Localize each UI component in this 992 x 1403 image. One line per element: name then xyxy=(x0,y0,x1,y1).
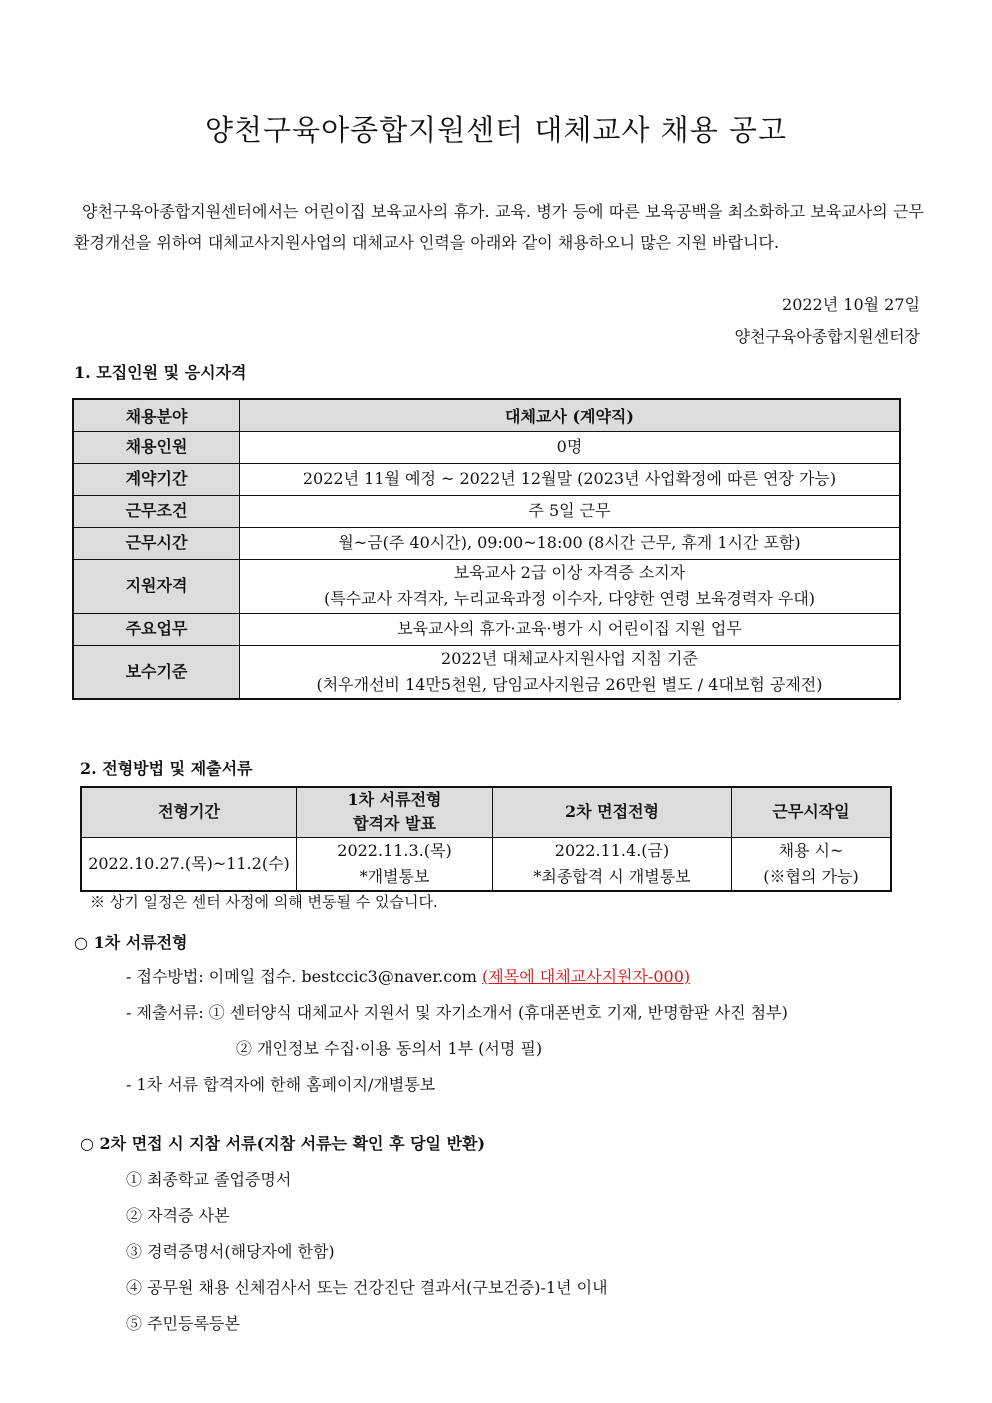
table-header-row xyxy=(73,399,900,431)
header-period: 전형기간 xyxy=(81,787,297,837)
cell-line: 2022.11.3.(목) xyxy=(337,840,452,860)
receipt-method xyxy=(126,964,690,987)
table-row xyxy=(73,495,900,527)
row-label: 계약기간 xyxy=(73,463,240,495)
header-document xyxy=(297,787,493,837)
table-row xyxy=(73,431,900,463)
cell-start xyxy=(732,837,892,891)
row-value-line: (처우개선비 14만5천원, 담임교사지원금 26만원 별도 / 4대보험 공제전) xyxy=(316,674,823,694)
table-row xyxy=(73,559,900,613)
cell-line: *개별통보 xyxy=(359,866,430,886)
header-start: 근무시작일 xyxy=(732,787,892,837)
table-row xyxy=(73,613,900,645)
intro-paragraph: 양천구육아종합지원센터에서는 어린이집 보육교사의 휴가. 교육. 병가 등에 따른 보육공백을 최소화하고 보육교사의 근무환경개선을 위하여 대체교사지원사업의 대체교사 인력을 아래와 같이 채용하오니 많은 지원 바랍니다. xyxy=(74,202,924,252)
list-item: ④ 공무원 채용 신체검사서 또는 건강진단 결과서(구보건증)-1년 이내 xyxy=(126,1278,608,1297)
row-label: 보수기준 xyxy=(73,645,240,699)
row-value: 2022년 11월 예정 ~ 2022년 12월말 (2023년 사업확정에 따른 연장 가능) xyxy=(240,463,901,495)
list-item: ⑤ 주민등록등본 xyxy=(126,1314,240,1333)
section1-heading: 1. 모집인원 및 응시자격 xyxy=(74,363,247,382)
schedule-note: ※ 상기 일정은 센터 사정에 의해 변동될 수 있습니다. xyxy=(90,893,438,911)
email-subject-note: (제목에 대체교사지원자-000) xyxy=(482,967,691,986)
second-round-heading: ○ 2차 면접 시 지참 서류(지참 서류는 확인 후 당일 반환) xyxy=(80,1134,486,1153)
row-label: 주요업무 xyxy=(73,613,240,645)
receipt-method-text: - 접수방법: 이메일 접수. bestccic3@naver.com xyxy=(126,967,483,986)
page-title: 양천구육아종합지원센터 대체교사 채용 공고 xyxy=(205,113,787,147)
announcement-date: 2022년 10월 27일 xyxy=(782,295,920,314)
table-row xyxy=(73,645,900,699)
cell-line: 2022.11.4.(금) xyxy=(554,840,670,860)
row-value-line: 보육교사 2급 이상 자격증 소지자 xyxy=(453,563,686,582)
cell-period: 2022.10.27.(목)~11.2(수) xyxy=(81,837,297,891)
table-header-row xyxy=(81,787,891,837)
row-value: 주 5일 근무 xyxy=(240,495,901,527)
cell-line: (※협의 가능) xyxy=(763,866,859,886)
row-value xyxy=(240,559,901,613)
header-value: 대체교사 (계약직) xyxy=(240,399,901,431)
header-document-line: 합격자 발표 xyxy=(353,814,436,834)
row-value xyxy=(240,645,901,699)
header-document-line: 1차 서류전형 xyxy=(347,790,442,810)
table-row xyxy=(73,527,900,559)
schedule-table xyxy=(80,786,892,892)
row-value: 0명 xyxy=(240,431,901,463)
row-value: 월~금(주 40시간), 09:00~18:00 (8시간 근무, 휴게 1시간 포함) xyxy=(240,527,901,559)
submission-docs-1: - 제출서류: ① 센터양식 대체교사 지원서 및 자기소개서 (휴대폰번호 기재, 반명함판 사진 첨부) xyxy=(126,1003,788,1022)
row-value-line: 2022년 대체교사지원사업 지침 기준 xyxy=(441,648,698,668)
list-item: ③ 경력증명서(해당자에 한함) xyxy=(126,1242,335,1261)
table-row xyxy=(81,837,891,891)
recruitment-table xyxy=(72,398,901,700)
first-round-heading: ○ 1차 서류전형 xyxy=(74,933,188,952)
row-label: 근무조건 xyxy=(73,495,240,527)
signature: 양천구육아종합지원센터장 xyxy=(734,327,920,346)
cell-document xyxy=(297,837,493,891)
header-interview: 2차 면접전형 xyxy=(493,787,732,837)
list-item: ① 최종학교 졸업증명서 xyxy=(126,1170,292,1189)
submission-docs-2: ② 개인정보 수집·이용 동의서 1부 (서명 필) xyxy=(236,1039,543,1058)
pass-notification: - 1차 서류 합격자에 한해 홈페이지/개별통보 xyxy=(126,1075,436,1094)
header-label: 채용분야 xyxy=(73,399,240,431)
row-label: 근무시간 xyxy=(73,527,240,559)
row-label: 채용인원 xyxy=(73,431,240,463)
row-value: 보육교사의 휴가·교육·병가 시 어린이집 지원 업무 xyxy=(240,613,901,645)
row-value-line: (특수교사 자격자, 누리교육과정 이수자, 다양한 연령 보육경력자 우대) xyxy=(323,589,816,608)
section2-heading: 2. 전형방법 및 제출서류 xyxy=(80,759,253,778)
cell-interview xyxy=(493,837,732,891)
cell-line: *최종합격 시 개별통보 xyxy=(533,866,691,886)
row-label: 지원자격 xyxy=(73,559,240,613)
list-item: ② 자격증 사본 xyxy=(126,1206,230,1225)
table-row xyxy=(73,463,900,495)
cell-line: 채용 시~ xyxy=(778,840,844,860)
